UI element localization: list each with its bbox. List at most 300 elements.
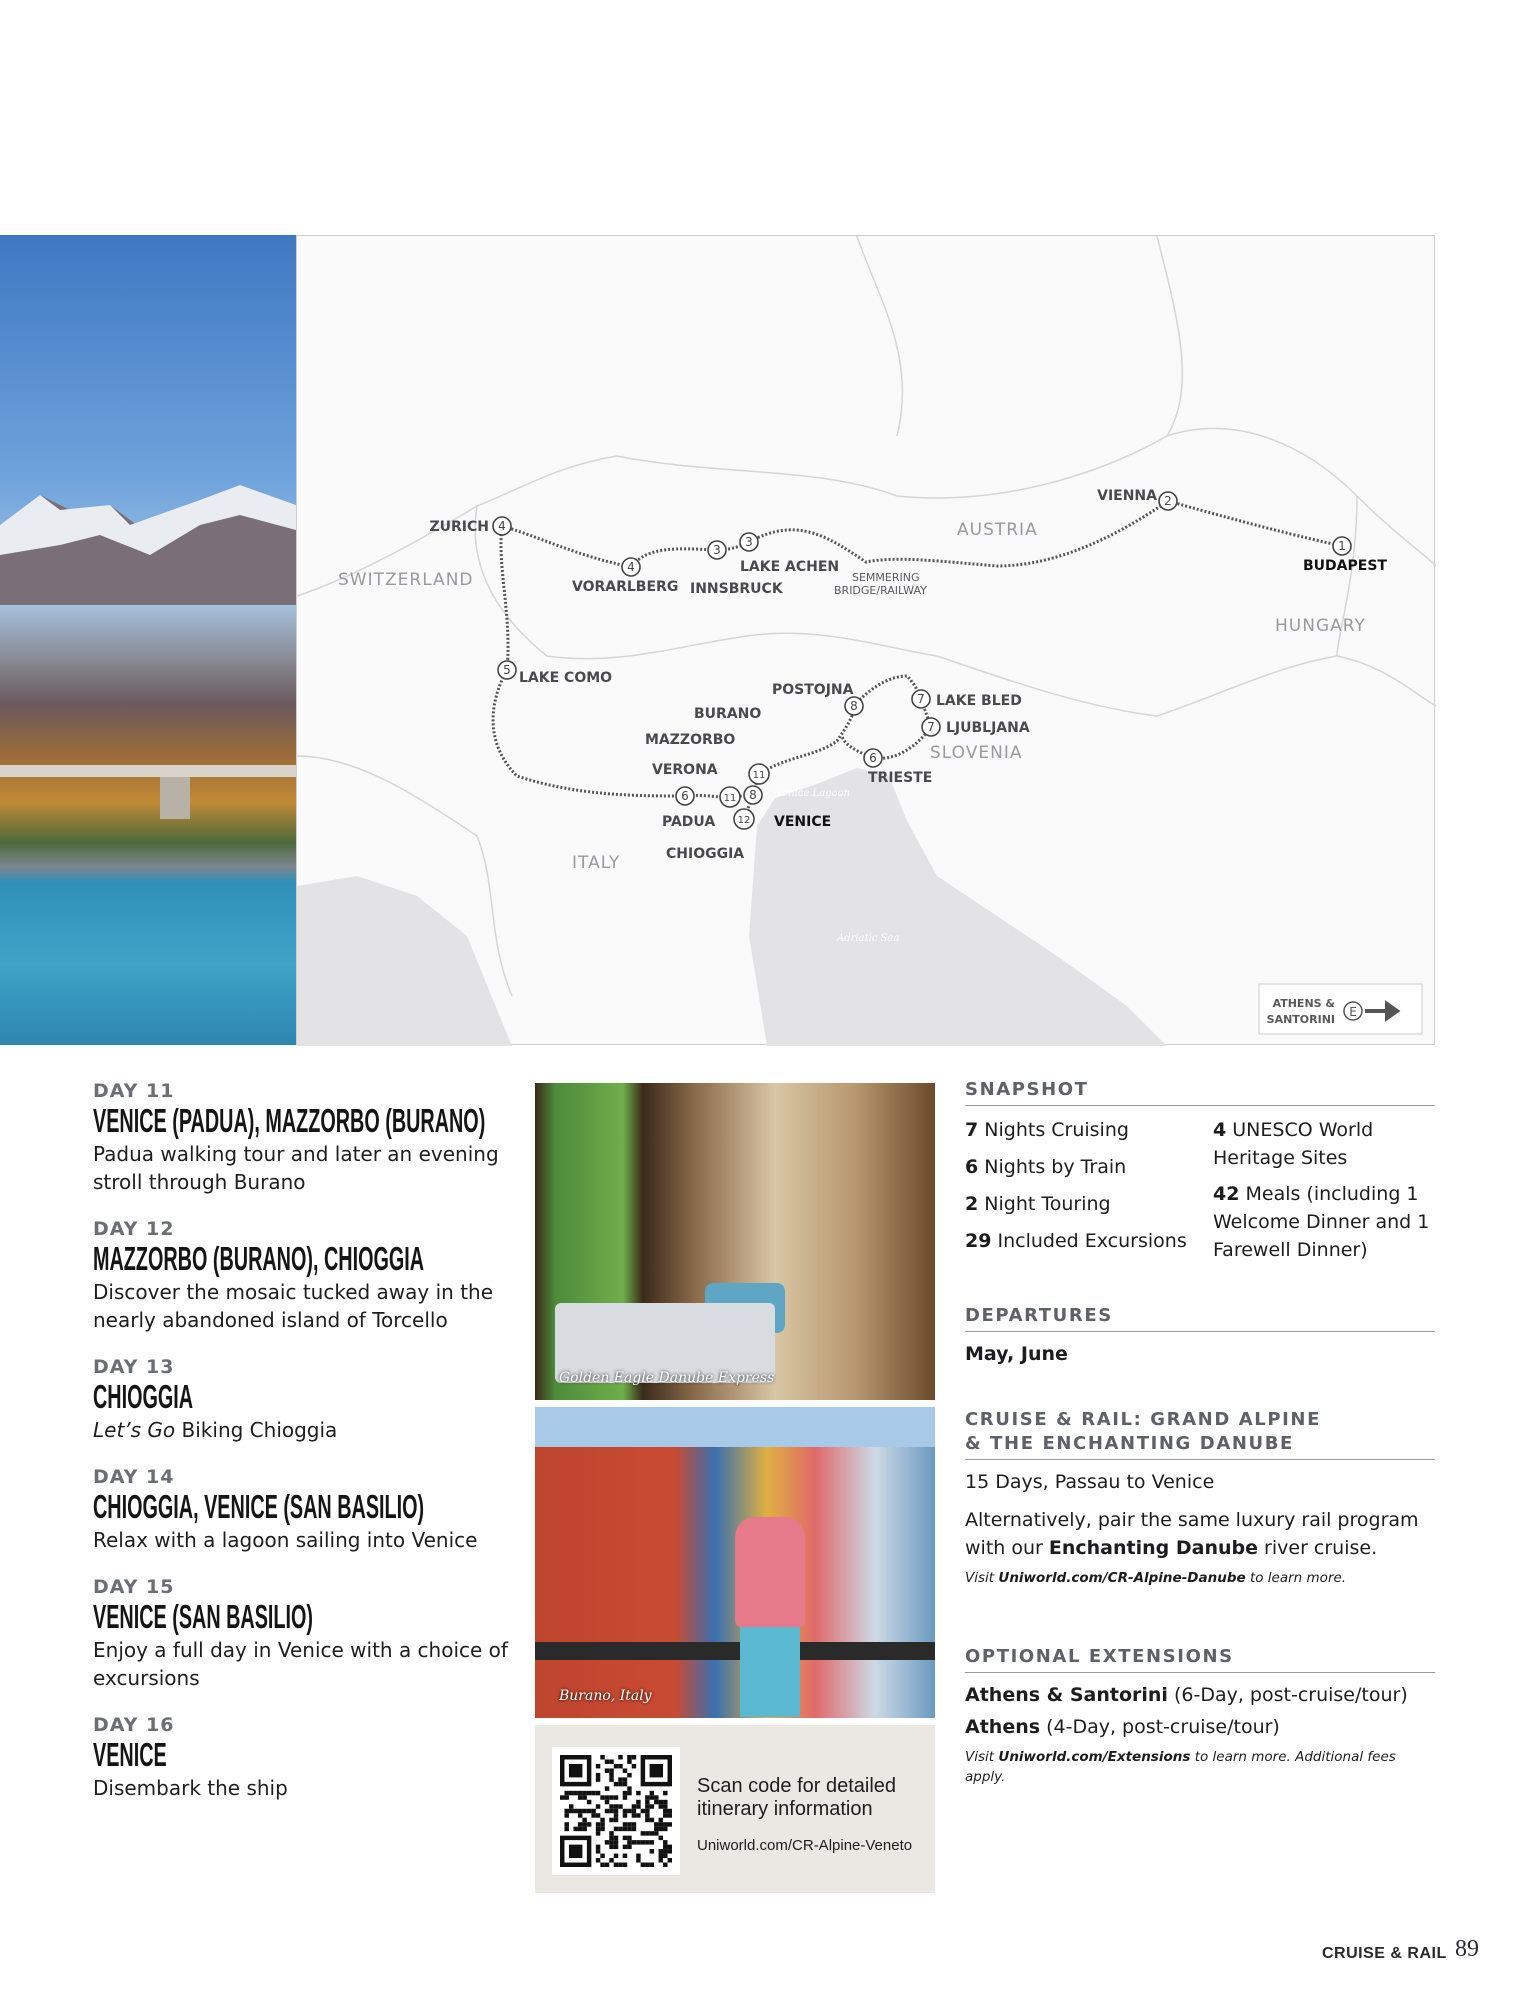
qr-module: [614, 1840, 618, 1844]
athens-extension-box[interactable]: [1259, 984, 1422, 1034]
qr-code-graphic: [560, 1755, 672, 1867]
qr-module: [596, 1777, 600, 1781]
qr-module: [659, 1800, 663, 1804]
qr-module: [609, 1831, 613, 1835]
qr-module: [636, 1840, 640, 1844]
stop-label: LAKE COMO: [519, 670, 613, 686]
qr-module: [582, 1809, 586, 1813]
day-item: [93, 1356, 513, 1444]
day-label: DAY 12: [93, 1218, 175, 1240]
stop-label: TRIESTE: [868, 770, 933, 786]
snapshot-text: Nights Cruising: [978, 1119, 1129, 1141]
qr-module: [641, 1831, 645, 1835]
stop-number: 4: [627, 560, 635, 574]
day-title: VENICE: [93, 1736, 167, 1773]
qr-module: [636, 1791, 640, 1795]
qr-module: [596, 1813, 600, 1817]
stop-label: LJUBLJANA: [946, 720, 1030, 736]
qr-module: [650, 1764, 663, 1777]
qr-module: [596, 1845, 600, 1849]
qr-module: [623, 1813, 627, 1817]
qr-module: [609, 1795, 613, 1799]
map-svg: [297, 236, 1436, 1046]
qr-module: [578, 1791, 582, 1795]
qr-module: [659, 1854, 663, 1858]
snapshot-item: [965, 1153, 1213, 1181]
day-item: [93, 1218, 513, 1334]
day-description: Discover the mosaic tucked away in the nearly abandoned island of Torcello: [93, 1280, 494, 1332]
stop-label: MAZZORBO: [645, 732, 736, 748]
label-semmering-1: SEMMERING: [852, 571, 920, 584]
qr-module: [564, 1827, 568, 1831]
qr-module: [605, 1809, 609, 1813]
extension-label-2: SANTORINI: [1266, 1013, 1335, 1026]
qr-module: [578, 1795, 582, 1799]
qr-module: [618, 1755, 622, 1759]
visit-note: [965, 1568, 1435, 1588]
stop-label: BUDAPEST: [1303, 558, 1387, 574]
qr-module: [609, 1759, 613, 1763]
qr-module: [623, 1791, 627, 1795]
qr-module: [650, 1840, 654, 1844]
qr-module: [663, 1849, 667, 1853]
qr-module: [663, 1800, 667, 1804]
qr-module: [596, 1773, 600, 1777]
qr-module: [659, 1836, 663, 1840]
person-legs: [740, 1627, 800, 1717]
qr-module: [578, 1822, 582, 1826]
qr-instruction: Scan code for detailed itinerary information: [697, 1775, 897, 1820]
day-description: Relax with a lagoon sailing into Venice: [93, 1528, 478, 1552]
qr-module: [654, 1800, 658, 1804]
qr-module: [623, 1836, 627, 1840]
qr-module: [591, 1809, 595, 1813]
snapshot-item: [965, 1116, 1213, 1144]
qr-module: [645, 1813, 649, 1817]
qr-module: [564, 1795, 568, 1799]
qr-module: [627, 1759, 631, 1763]
qr-module: [578, 1827, 582, 1831]
label-adriatic-sea: Adriatic Sea: [837, 933, 900, 944]
qr-module: [618, 1764, 622, 1768]
qr-module: [641, 1863, 645, 1867]
day-label: DAY 13: [93, 1356, 175, 1378]
person: [735, 1517, 805, 1627]
qr-module: [663, 1854, 667, 1858]
qr-module: [632, 1809, 636, 1813]
alt-program-section: [965, 1408, 1435, 1588]
qr-module: [605, 1795, 609, 1799]
stop-label: INNSBRUCK: [690, 581, 783, 597]
day-description: Padua walking tour and later an evening stroll through Burano: [93, 1142, 499, 1194]
qr-module: [654, 1831, 658, 1835]
qr-module: [663, 1791, 667, 1795]
snapshot-text: UNESCO World Heritage Sites: [1213, 1119, 1374, 1169]
stop-number: 6: [681, 789, 689, 803]
qr-module: [614, 1827, 618, 1831]
day-label: DAY 14: [93, 1466, 175, 1488]
country-italy: ITALY: [572, 853, 621, 873]
cruise-name: Enchanting Danube: [1048, 1537, 1258, 1559]
departures-section: [965, 1304, 1435, 1368]
qr-module: [645, 1831, 649, 1835]
text: Visit: [965, 1749, 999, 1765]
qr-code[interactable]: [552, 1747, 680, 1875]
qr-module: [609, 1840, 613, 1844]
snapshot-num: 2: [965, 1193, 979, 1215]
qr-module: [600, 1827, 604, 1831]
qr-panel: [535, 1725, 935, 1893]
text: Visit: [965, 1570, 999, 1586]
extension-detail: (6-Day, post-cruise/tour): [1167, 1684, 1408, 1706]
qr-module: [605, 1840, 609, 1844]
qr-module: [659, 1818, 663, 1822]
tyrrhenian-sea: [297, 876, 512, 1046]
qr-module: [573, 1809, 577, 1813]
stop-label: LAKE ACHEN: [740, 559, 840, 575]
qr-module: [614, 1795, 618, 1799]
qr-module: [632, 1827, 636, 1831]
alt-program-link[interactable]: Uniworld.com/CR-Alpine-Danube: [998, 1570, 1246, 1586]
qr-module: [609, 1845, 613, 1849]
qr-module: [587, 1822, 591, 1826]
qr-module: [578, 1809, 582, 1813]
qr-module: [663, 1813, 667, 1817]
qr-module: [614, 1809, 618, 1813]
qr-module: [596, 1858, 600, 1862]
qr-module: [596, 1804, 600, 1808]
label-venice-lagoon: Venice Lagoon: [776, 788, 851, 799]
qr-module: [627, 1791, 631, 1795]
qr-module: [627, 1845, 631, 1849]
day-title: VENICE (SAN BASILIO): [93, 1598, 314, 1635]
snapshot-section: [965, 1078, 1435, 1272]
label-semmering-2: BRIDGE/RAILWAY: [834, 584, 927, 597]
stop-number: 5: [503, 663, 511, 677]
snapshot-text: Nights by Train: [978, 1156, 1127, 1178]
qr-module: [614, 1782, 618, 1786]
snapshot-item: [965, 1227, 1213, 1255]
qr-module: [659, 1822, 663, 1826]
extension-name: Athens & Santorini: [965, 1684, 1168, 1706]
extension-badge: E: [1349, 1005, 1357, 1019]
day-item: [93, 1080, 513, 1196]
burano-photo: [535, 1407, 935, 1718]
qr-module: [632, 1804, 636, 1808]
qr-module: [596, 1791, 600, 1795]
qr-module: [654, 1795, 658, 1799]
qr-module: [636, 1854, 640, 1858]
qr-module: [614, 1818, 618, 1822]
day-label: DAY 16: [93, 1714, 175, 1736]
qr-module: [569, 1764, 582, 1777]
qr-module: [645, 1818, 649, 1822]
program-description: [965, 1506, 1435, 1562]
qr-module: [659, 1858, 663, 1862]
qr-module: [668, 1858, 672, 1862]
country-slovenia: SLOVENIA: [930, 743, 1023, 763]
stop-label: VERONA: [652, 762, 718, 778]
stop-label: CHIOGGIA: [666, 846, 745, 862]
qr-module: [636, 1804, 640, 1808]
qr-module: [582, 1791, 586, 1795]
qr-module: [582, 1827, 586, 1831]
qr-module: [627, 1836, 631, 1840]
qr-module: [600, 1755, 604, 1759]
photo-caption: Burano, Italy: [559, 1688, 652, 1704]
qr-module: [663, 1840, 667, 1844]
snapshot-num: 29: [965, 1230, 992, 1252]
snapshot-num: 4: [1213, 1119, 1227, 1141]
qr-module: [618, 1804, 622, 1808]
qr-module: [645, 1804, 649, 1808]
qr-module: [605, 1786, 609, 1790]
qr-module: [623, 1827, 627, 1831]
stop-label: VORARLBERG: [572, 579, 679, 595]
qr-module: [645, 1800, 649, 1804]
extension-label-1: ATHENS &: [1272, 997, 1335, 1010]
extensions-link[interactable]: Uniworld.com/Extensions: [998, 1749, 1191, 1765]
qr-module: [650, 1795, 654, 1799]
qr-module: [564, 1791, 568, 1795]
hero-photo-mountain-river: [0, 235, 296, 1045]
qr-module: [591, 1813, 595, 1817]
qr-module: [600, 1854, 604, 1858]
stop-label: LAKE BLED: [936, 693, 1022, 709]
qr-module: [600, 1822, 604, 1826]
qr-module: [668, 1813, 672, 1817]
qr-module: [569, 1809, 573, 1813]
day-description: Enjoy a full day in Venice with a choice of excursions: [93, 1638, 508, 1690]
qr-module: [668, 1845, 672, 1849]
stop-number: 8: [850, 699, 858, 713]
qr-module: [587, 1791, 591, 1795]
qr-module: [596, 1827, 600, 1831]
qr-module: [627, 1773, 631, 1777]
day-description: [93, 1416, 513, 1444]
qr-module: [636, 1813, 640, 1817]
section-heading-text: CRUISE & RAIL: GRAND ALPINE & THE ENCHANTING DANUBE: [965, 1409, 1321, 1454]
qr-module: [596, 1822, 600, 1826]
qr-module: [618, 1777, 622, 1781]
qr-module: [605, 1759, 609, 1763]
photo-caption: Golden Eagle Danube Express: [559, 1370, 775, 1386]
qr-module: [600, 1863, 604, 1867]
day-description-text: Biking Chioggia: [175, 1418, 338, 1442]
section-heading: [965, 1408, 1435, 1460]
page-number: 89: [1455, 1936, 1479, 1962]
qr-module: [596, 1764, 600, 1768]
qr-module: [569, 1804, 573, 1808]
stop-label: POSTOJNA: [772, 682, 854, 698]
stop-number: 4: [498, 519, 506, 533]
qr-module: [632, 1813, 636, 1817]
qr-module: [605, 1768, 609, 1772]
day-item: [93, 1466, 513, 1554]
qr-module: [623, 1822, 627, 1826]
qr-module: [663, 1845, 667, 1849]
label-burano: BURANO: [694, 706, 762, 722]
qr-module: [560, 1795, 564, 1799]
qr-module: [663, 1822, 667, 1826]
stop-number: 12: [737, 815, 751, 826]
qr-module: [641, 1840, 645, 1844]
qr-module: [659, 1849, 663, 1853]
stop-number: 11: [752, 770, 766, 781]
bridge-pier: [160, 777, 190, 819]
qr-module: [623, 1795, 627, 1799]
qr-module: [614, 1764, 618, 1768]
stop-number: 3: [713, 543, 721, 557]
qr-module: [623, 1863, 627, 1867]
day-item: [93, 1576, 513, 1692]
snapshot-item: [1213, 1116, 1435, 1172]
qr-url-link[interactable]: Uniworld.com/CR-Alpine-Veneto: [697, 1837, 913, 1854]
footer-section-name: CRUISE & RAIL: [1322, 1945, 1447, 1962]
qr-module: [564, 1813, 568, 1817]
stop-number: 1: [1338, 539, 1346, 553]
qr-module: [605, 1800, 609, 1804]
snapshot-text: Meals (including 1 Welcome Dinner and 1 Farewell Dinner): [1213, 1183, 1430, 1261]
qr-module: [654, 1827, 658, 1831]
qr-module: [582, 1795, 586, 1799]
qr-module: [645, 1809, 649, 1813]
qr-module: [569, 1845, 582, 1858]
qr-module: [659, 1804, 663, 1808]
qr-module: [663, 1809, 667, 1813]
qr-module: [623, 1854, 627, 1858]
qr-module: [614, 1845, 618, 1849]
qr-module: [650, 1831, 654, 1835]
qr-module: [659, 1827, 663, 1831]
text: river cruise.: [1258, 1537, 1378, 1559]
railing: [535, 1642, 935, 1660]
qr-module: [614, 1854, 618, 1858]
day-title: VENICE (PADUA), MAZZORBO (BURANO): [93, 1102, 486, 1139]
snapshot-item: [1213, 1180, 1435, 1264]
qr-module: [623, 1777, 627, 1781]
qr-module: [623, 1782, 627, 1786]
qr-module: [591, 1791, 595, 1795]
stop-number: 7: [927, 720, 935, 734]
extension-name: Athens: [965, 1716, 1041, 1738]
stop-label: VIENNA: [1097, 488, 1157, 504]
text: to learn more.: [1245, 1570, 1347, 1586]
section-heading: SNAPSHOT: [965, 1078, 1435, 1106]
qr-module: [573, 1827, 577, 1831]
stop-label: VENICE: [774, 814, 832, 830]
stop-number: 8: [749, 788, 757, 802]
qr-module: [609, 1858, 613, 1862]
qr-module: [632, 1755, 636, 1759]
qr-module: [623, 1809, 627, 1813]
mountain-graphic: [0, 485, 296, 605]
snapshot-text: Night Touring: [978, 1193, 1111, 1215]
sky: [535, 1407, 935, 1447]
qr-module: [600, 1818, 604, 1822]
day-title: MAZZORBO (BURANO), CHIOGGIA: [93, 1240, 425, 1277]
adriatic-sea: [749, 768, 1167, 1046]
day-title: CHIOGGIA: [93, 1378, 194, 1415]
qr-module: [627, 1840, 631, 1844]
qr-module: [645, 1795, 649, 1799]
qr-module: [614, 1863, 618, 1867]
stop-label: PADUA: [662, 814, 716, 830]
text: to learn more. Additional fees apply.: [965, 1749, 1396, 1785]
qr-module: [618, 1863, 622, 1867]
qr-module: [582, 1822, 586, 1826]
day-title: CHIOGGIA, VENICE (SAN BASILIO): [93, 1488, 425, 1525]
qr-module: [564, 1809, 568, 1813]
section-heading: OPTIONAL EXTENSIONS: [965, 1645, 1435, 1673]
qr-module: [596, 1831, 600, 1835]
qr-module: [650, 1791, 654, 1795]
train-interior-photo: [535, 1083, 935, 1400]
qr-module: [627, 1809, 631, 1813]
qr-module: [614, 1804, 618, 1808]
snapshot-num: 6: [965, 1156, 979, 1178]
stop-number: 7: [917, 692, 925, 706]
qr-module: [578, 1813, 582, 1817]
snapshot-item: [965, 1190, 1213, 1218]
qr-module: [632, 1840, 636, 1844]
program-duration: 15 Days, Passau to Venice: [965, 1471, 1215, 1493]
qr-module: [609, 1818, 613, 1822]
qr-module: [623, 1768, 627, 1772]
day-description: Disembark the ship: [93, 1776, 288, 1800]
snapshot-num: 42: [1213, 1183, 1240, 1205]
extensions-section: [965, 1645, 1435, 1787]
qr-module: [663, 1804, 667, 1808]
qr-module: [627, 1786, 631, 1790]
qr-module: [641, 1809, 645, 1813]
qr-module: [668, 1849, 672, 1853]
section-heading: DEPARTURES: [965, 1304, 1435, 1332]
stop-number: 2: [1164, 494, 1172, 508]
qr-module: [564, 1822, 568, 1826]
qr-module: [587, 1809, 591, 1813]
qr-module: [573, 1791, 577, 1795]
qr-module: [663, 1863, 667, 1867]
qr-module: [623, 1845, 627, 1849]
qr-module: [650, 1804, 654, 1808]
day-label: DAY 11: [93, 1080, 175, 1102]
stop-label: ZURICH: [429, 519, 489, 535]
qr-module: [632, 1822, 636, 1826]
country-austria: AUSTRIA: [957, 520, 1038, 540]
qr-module: [587, 1800, 591, 1804]
visit-note: [965, 1747, 1435, 1787]
qr-module: [668, 1809, 672, 1813]
qr-module: [609, 1773, 613, 1777]
departures-value: May, June: [965, 1343, 1068, 1365]
qr-module: [609, 1809, 613, 1813]
text: Alternatively, pair the same luxury rail program with our: [965, 1509, 1419, 1559]
qr-module: [618, 1782, 622, 1786]
qr-module: [609, 1777, 613, 1781]
qr-module: [645, 1840, 649, 1844]
stop-markers: [430, 488, 1388, 862]
qr-module: [618, 1827, 622, 1831]
qr-module: [600, 1795, 604, 1799]
qr-module: [636, 1858, 640, 1862]
route-map: [296, 235, 1435, 1045]
extension-item: [965, 1681, 1435, 1709]
qr-module: [627, 1755, 631, 1759]
country-hungary: HUNGARY: [1275, 616, 1366, 636]
day-item: [93, 1714, 513, 1802]
qr-module: [627, 1827, 631, 1831]
